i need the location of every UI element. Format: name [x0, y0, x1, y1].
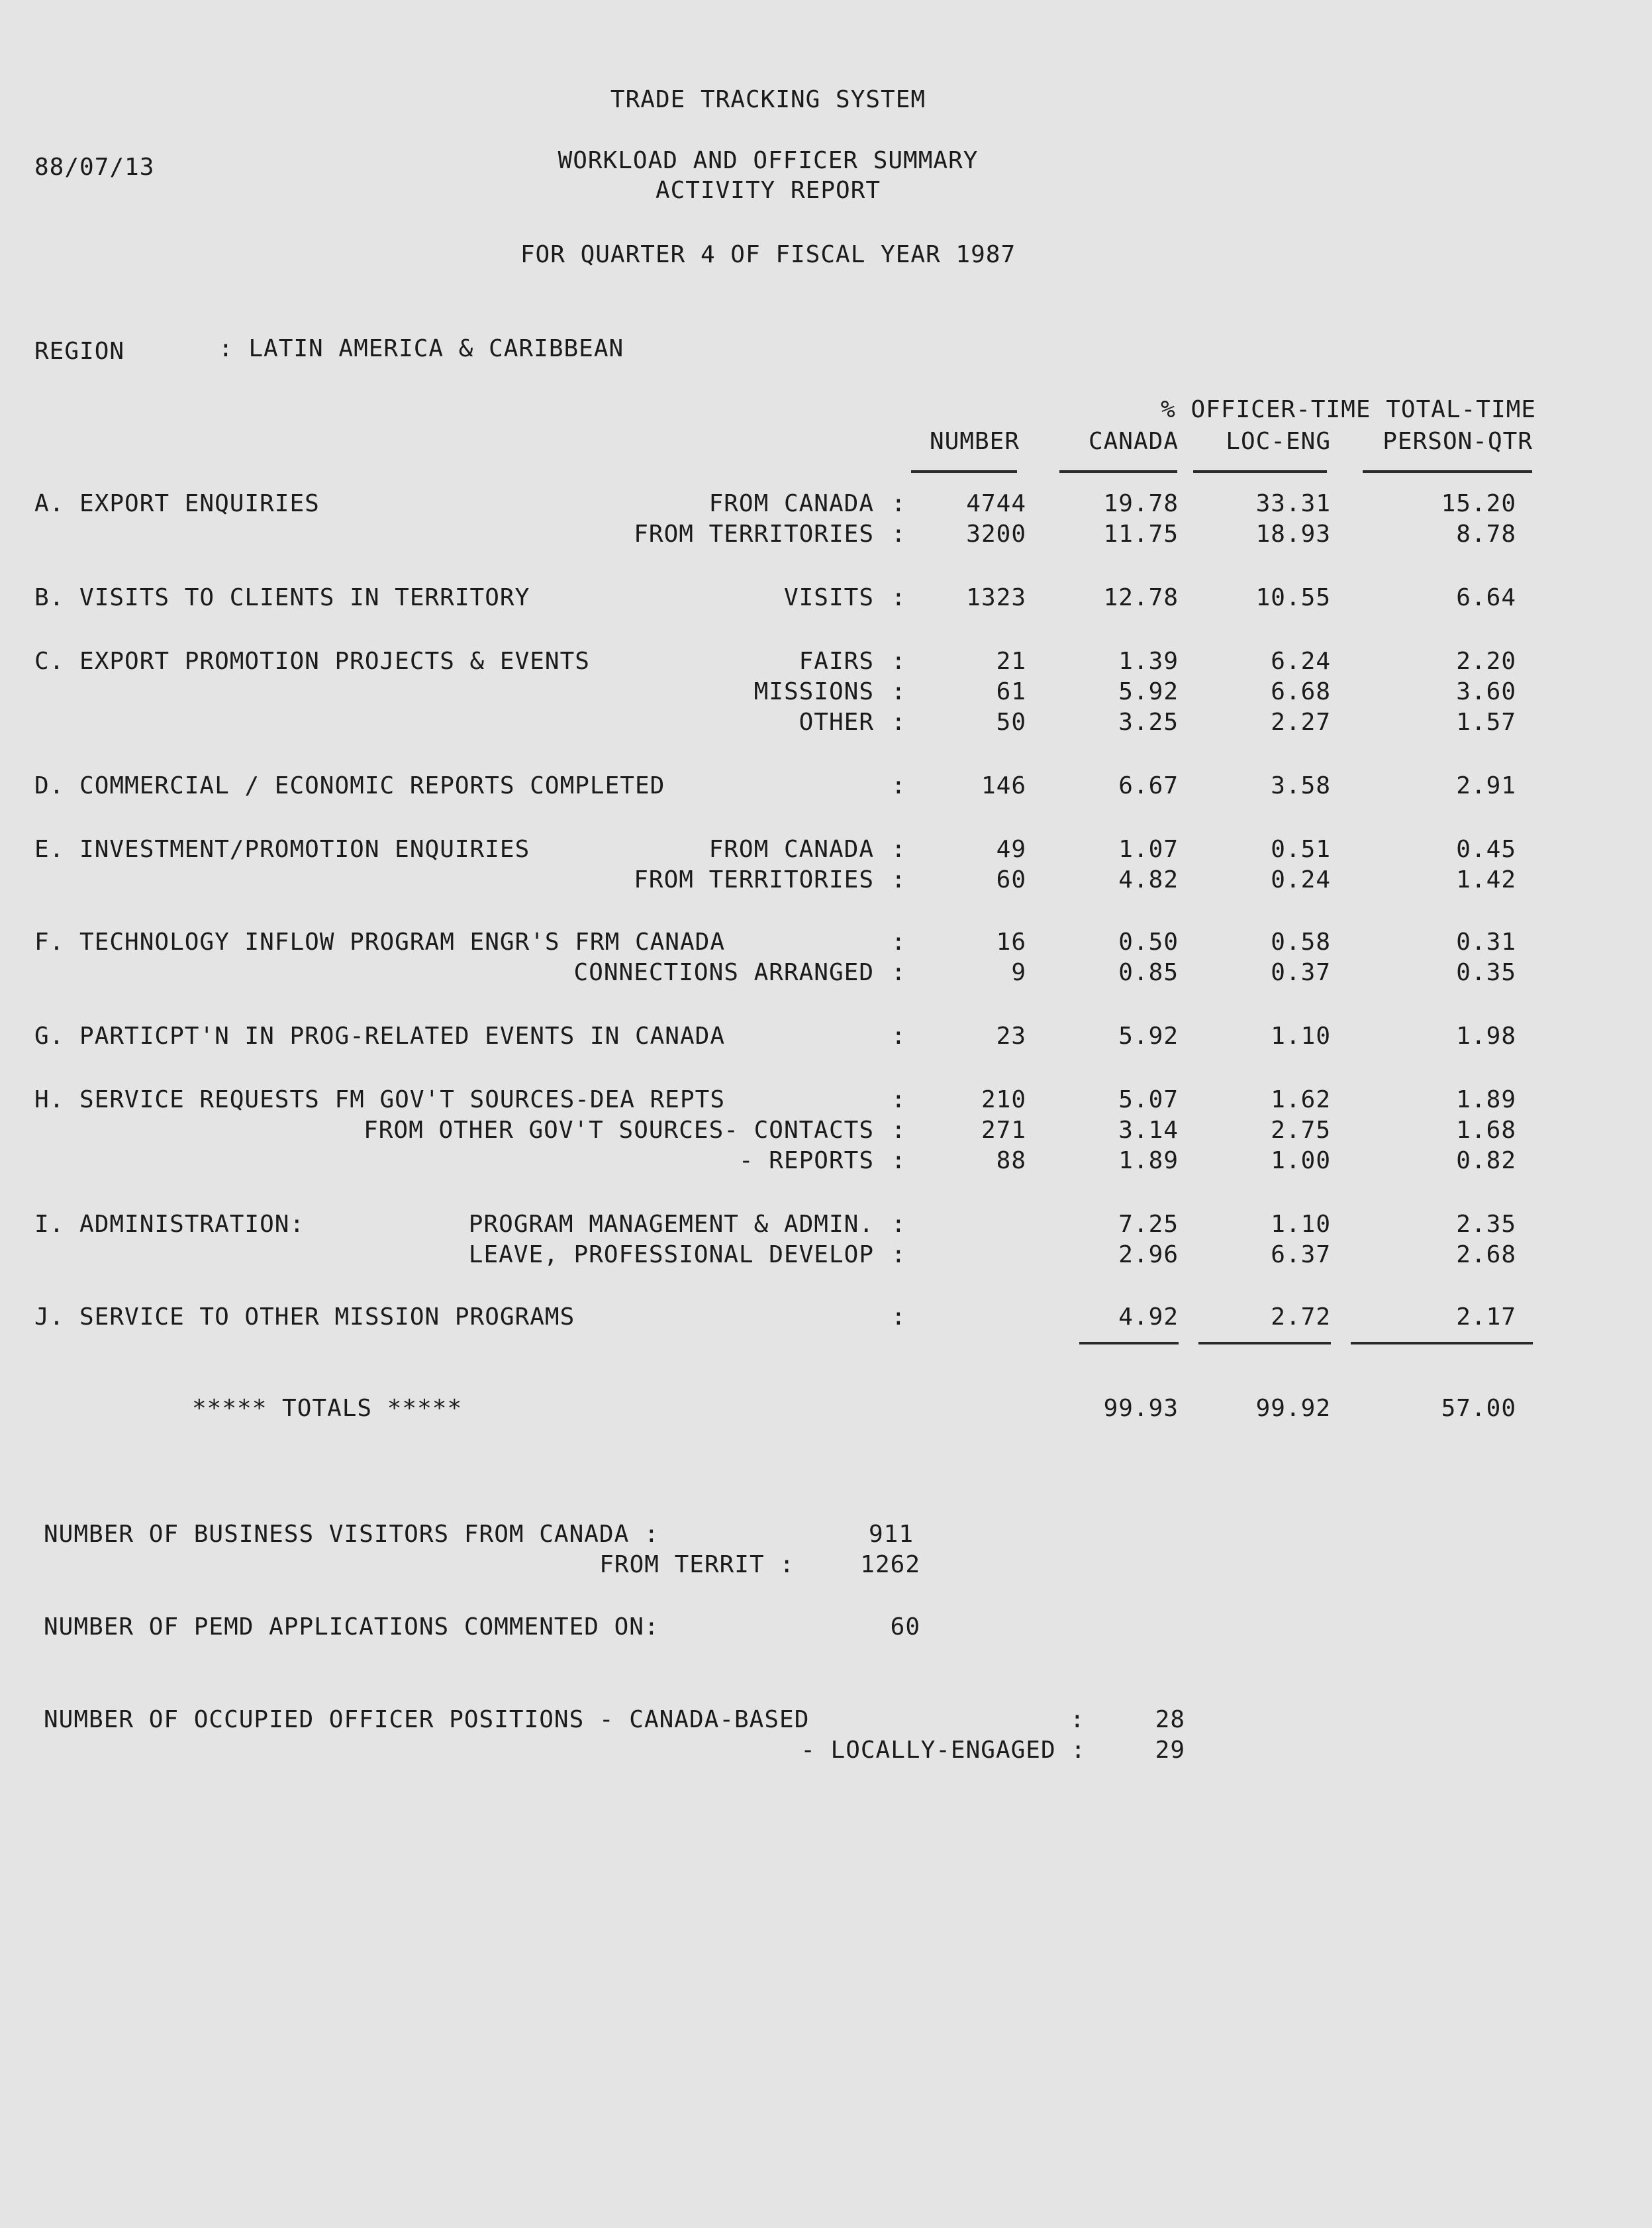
row-colon: :	[891, 1086, 906, 1113]
row-person-qtr: 2.68	[1456, 1241, 1516, 1268]
row-section-label: D. COMMERCIAL / ECONOMIC REPORTS COMPLETED	[34, 772, 665, 799]
row-loc-eng: 1.10	[1271, 1023, 1331, 1050]
row-loc-eng: 0.58	[1271, 929, 1331, 956]
row-canada: 5.07	[1118, 1086, 1179, 1113]
row-person-qtr: 8.78	[1456, 521, 1516, 548]
totals-label: ***** TOTALS *****	[192, 1395, 463, 1422]
report-date: 88/07/13	[34, 154, 155, 181]
row-sub-label: FROM CANADA	[708, 836, 874, 863]
row-loc-eng: 33.31	[1255, 490, 1331, 517]
row-number: 50	[996, 709, 1026, 736]
row-canada: 3.14	[1118, 1117, 1179, 1144]
row-number: 210	[981, 1086, 1026, 1113]
region-label: REGION	[34, 338, 125, 365]
row-colon: :	[891, 1241, 906, 1268]
row-number: 146	[981, 772, 1026, 799]
row-number: 9	[1011, 959, 1026, 986]
report-period: FOR QUARTER 4 OF FISCAL YEAR 1987	[520, 241, 1016, 268]
row-sub-label: LEAVE, PROFESSIONAL DEVELOP	[468, 1241, 874, 1268]
row-sub-label: VISITS	[783, 584, 874, 611]
row-sub-label: - REPORTS	[738, 1147, 874, 1174]
row-sub-label: CONNECTIONS ARRANGED	[573, 959, 874, 986]
row-canada: 1.07	[1118, 836, 1179, 863]
row-canada: 4.82	[1118, 866, 1179, 893]
row-person-qtr: 2.20	[1456, 648, 1516, 675]
report-title: WORKLOAD AND OFFICER SUMMARY	[558, 147, 979, 174]
row-colon: :	[891, 929, 906, 956]
row-loc-eng: 1.62	[1271, 1086, 1331, 1113]
row-loc-eng: 6.24	[1271, 648, 1331, 675]
row-loc-eng: 0.51	[1271, 836, 1331, 863]
row-section-label: A. EXPORT ENQUIRIES	[34, 490, 320, 517]
col-number: NUMBER	[929, 428, 1020, 455]
row-loc-eng: 6.68	[1271, 678, 1331, 705]
row-sub-label: OTHER	[799, 709, 874, 736]
row-person-qtr: 2.17	[1456, 1303, 1516, 1331]
report-subtitle: ACTIVITY REPORT	[655, 177, 881, 204]
row-section-label: E. INVESTMENT/PROMOTION ENQUIRIES	[34, 836, 530, 863]
row-person-qtr: 1.89	[1456, 1086, 1516, 1113]
row-colon: :	[891, 584, 906, 611]
row-colon: :	[891, 866, 906, 893]
col-loc-eng: LOC-ENG	[1226, 428, 1331, 455]
row-loc-eng: 2.75	[1271, 1117, 1331, 1144]
col-person-qtr: PERSON-QTR	[1383, 428, 1533, 455]
row-colon: :	[891, 1023, 906, 1050]
row-canada: 0.50	[1118, 929, 1179, 956]
row-sub-label: FROM TERRITORIES	[634, 521, 874, 548]
row-number: 88	[996, 1147, 1026, 1174]
row-number: 271	[981, 1117, 1026, 1144]
row-loc-eng: 2.72	[1271, 1303, 1331, 1331]
row-canada: 12.78	[1103, 584, 1179, 611]
row-canada: 0.85	[1118, 959, 1179, 986]
column-group-header	[1040, 395, 1536, 425]
row-colon: :	[891, 959, 906, 986]
divider	[1198, 1342, 1331, 1344]
row-canada: 1.89	[1118, 1147, 1179, 1174]
visitors-canada-value: 911	[868, 1521, 914, 1548]
row-canada: 7.25	[1118, 1211, 1179, 1238]
row-person-qtr: 15.20	[1441, 490, 1516, 517]
row-sub-label: PROGRAM MANAGEMENT & ADMIN.	[468, 1211, 874, 1238]
visitors-territ-value: 1262	[860, 1551, 920, 1578]
row-loc-eng: 0.24	[1271, 866, 1331, 893]
row-person-qtr: 0.35	[1456, 959, 1516, 986]
row-colon: :	[891, 1211, 906, 1238]
row-loc-eng: 10.55	[1255, 584, 1331, 611]
row-canada: 11.75	[1103, 521, 1179, 548]
visitors-label: NUMBER OF BUSINESS VISITORS FROM CANADA :	[44, 1521, 659, 1548]
row-canada: 5.92	[1118, 678, 1179, 705]
row-number: 4744	[966, 490, 1026, 517]
row-number: 16	[996, 929, 1026, 956]
row-person-qtr: 1.57	[1456, 709, 1516, 736]
row-loc-eng: 2.27	[1271, 709, 1331, 736]
positions-local-value: 29	[1155, 1737, 1185, 1764]
row-loc-eng: 0.37	[1271, 959, 1331, 986]
row-colon: :	[891, 709, 906, 736]
row-sub-label: FAIRS	[799, 648, 874, 675]
visitors-territ-label: FROM TERRIT :	[599, 1551, 795, 1578]
divider	[1079, 1342, 1179, 1344]
row-number: 61	[996, 678, 1026, 705]
row-colon: :	[891, 1147, 906, 1174]
row-section-label: F. TECHNOLOGY INFLOW PROGRAM ENGR'S FRM CANADA	[34, 929, 725, 956]
row-colon: :	[891, 521, 906, 548]
row-colon: :	[891, 1303, 906, 1331]
row-person-qtr: 1.68	[1456, 1117, 1516, 1144]
row-number: 21	[996, 648, 1026, 675]
row-person-qtr: 2.35	[1456, 1211, 1516, 1238]
positions-colon: :	[1070, 1706, 1085, 1733]
pemd-label: NUMBER OF PEMD APPLICATIONS COMMENTED ON:	[44, 1613, 659, 1641]
row-canada: 4.92	[1118, 1303, 1179, 1331]
row-loc-eng: 6.37	[1271, 1241, 1331, 1268]
row-section-label: I. ADMINISTRATION:	[34, 1211, 305, 1238]
row-person-qtr: 1.42	[1456, 866, 1516, 893]
totals-person-qtr: 57.00	[1441, 1395, 1516, 1422]
row-sub-label: FROM CANADA	[708, 490, 874, 517]
positions-local-label: - LOCALLY-ENGAGED :	[801, 1737, 1086, 1764]
row-number: 49	[996, 836, 1026, 863]
totals-canada: 99.93	[1103, 1395, 1179, 1422]
divider	[1193, 470, 1327, 473]
row-canada: 6.67	[1118, 772, 1179, 799]
row-loc-eng: 1.10	[1271, 1211, 1331, 1238]
row-loc-eng: 1.00	[1271, 1147, 1331, 1174]
divider	[911, 470, 1017, 473]
row-canada: 19.78	[1103, 490, 1179, 517]
row-person-qtr: 0.45	[1456, 836, 1516, 863]
positions-canada-value: 28	[1155, 1706, 1185, 1733]
row-colon: :	[891, 772, 906, 799]
row-loc-eng: 3.58	[1271, 772, 1331, 799]
row-person-qtr: 3.60	[1456, 678, 1516, 705]
pemd-value: 60	[890, 1613, 920, 1641]
row-colon: :	[891, 648, 906, 675]
officer-time-label: % OFFICER-TIME	[1161, 396, 1371, 423]
row-canada: 1.39	[1118, 648, 1179, 675]
row-sub-label: FROM OTHER GOV'T SOURCES- CONTACTS	[364, 1117, 874, 1144]
row-sub-label: MISSIONS	[753, 678, 874, 705]
row-canada: 5.92	[1118, 1023, 1179, 1050]
row-number: 3200	[966, 521, 1026, 548]
row-section-label: J. SERVICE TO OTHER MISSION PROGRAMS	[34, 1303, 575, 1331]
system-title: TRADE TRACKING SYSTEM	[610, 86, 926, 113]
row-section-label: B. VISITS TO CLIENTS IN TERRITORY	[34, 584, 530, 611]
row-person-qtr: 6.64	[1456, 584, 1516, 611]
row-colon: :	[891, 678, 906, 705]
row-person-qtr: 0.31	[1456, 929, 1516, 956]
row-canada: 2.96	[1118, 1241, 1179, 1268]
row-number: 60	[996, 866, 1026, 893]
total-time-label: TOTAL-TIME	[1386, 396, 1536, 423]
row-person-qtr: 1.98	[1456, 1023, 1516, 1050]
row-person-qtr: 2.91	[1456, 772, 1516, 799]
row-loc-eng: 18.93	[1255, 521, 1331, 548]
row-colon: :	[891, 490, 906, 517]
row-section-label: H. SERVICE REQUESTS FM GOV'T SOURCES-DEA REPTS	[34, 1086, 725, 1113]
totals-loc-eng: 99.92	[1255, 1395, 1331, 1422]
row-number: 23	[996, 1023, 1026, 1050]
row-colon: :	[891, 836, 906, 863]
divider	[1363, 470, 1532, 473]
row-sub-label: FROM TERRITORIES	[634, 866, 874, 893]
row-section-label: C. EXPORT PROMOTION PROJECTS & EVENTS	[34, 648, 590, 675]
row-person-qtr: 0.82	[1456, 1147, 1516, 1174]
row-section-label: G. PARTICPT'N IN PROG-RELATED EVENTS IN CANADA	[34, 1023, 725, 1050]
row-number: 1323	[966, 584, 1026, 611]
region-value: : LATIN AMERICA & CARIBBEAN	[219, 335, 624, 362]
positions-label: NUMBER OF OCCUPIED OFFICER POSITIONS - CANADA-BASED	[44, 1706, 810, 1733]
row-colon: :	[891, 1117, 906, 1144]
col-canada: CANADA	[1088, 428, 1179, 455]
divider	[1351, 1342, 1533, 1344]
divider	[1059, 470, 1177, 473]
row-canada: 3.25	[1118, 709, 1179, 736]
